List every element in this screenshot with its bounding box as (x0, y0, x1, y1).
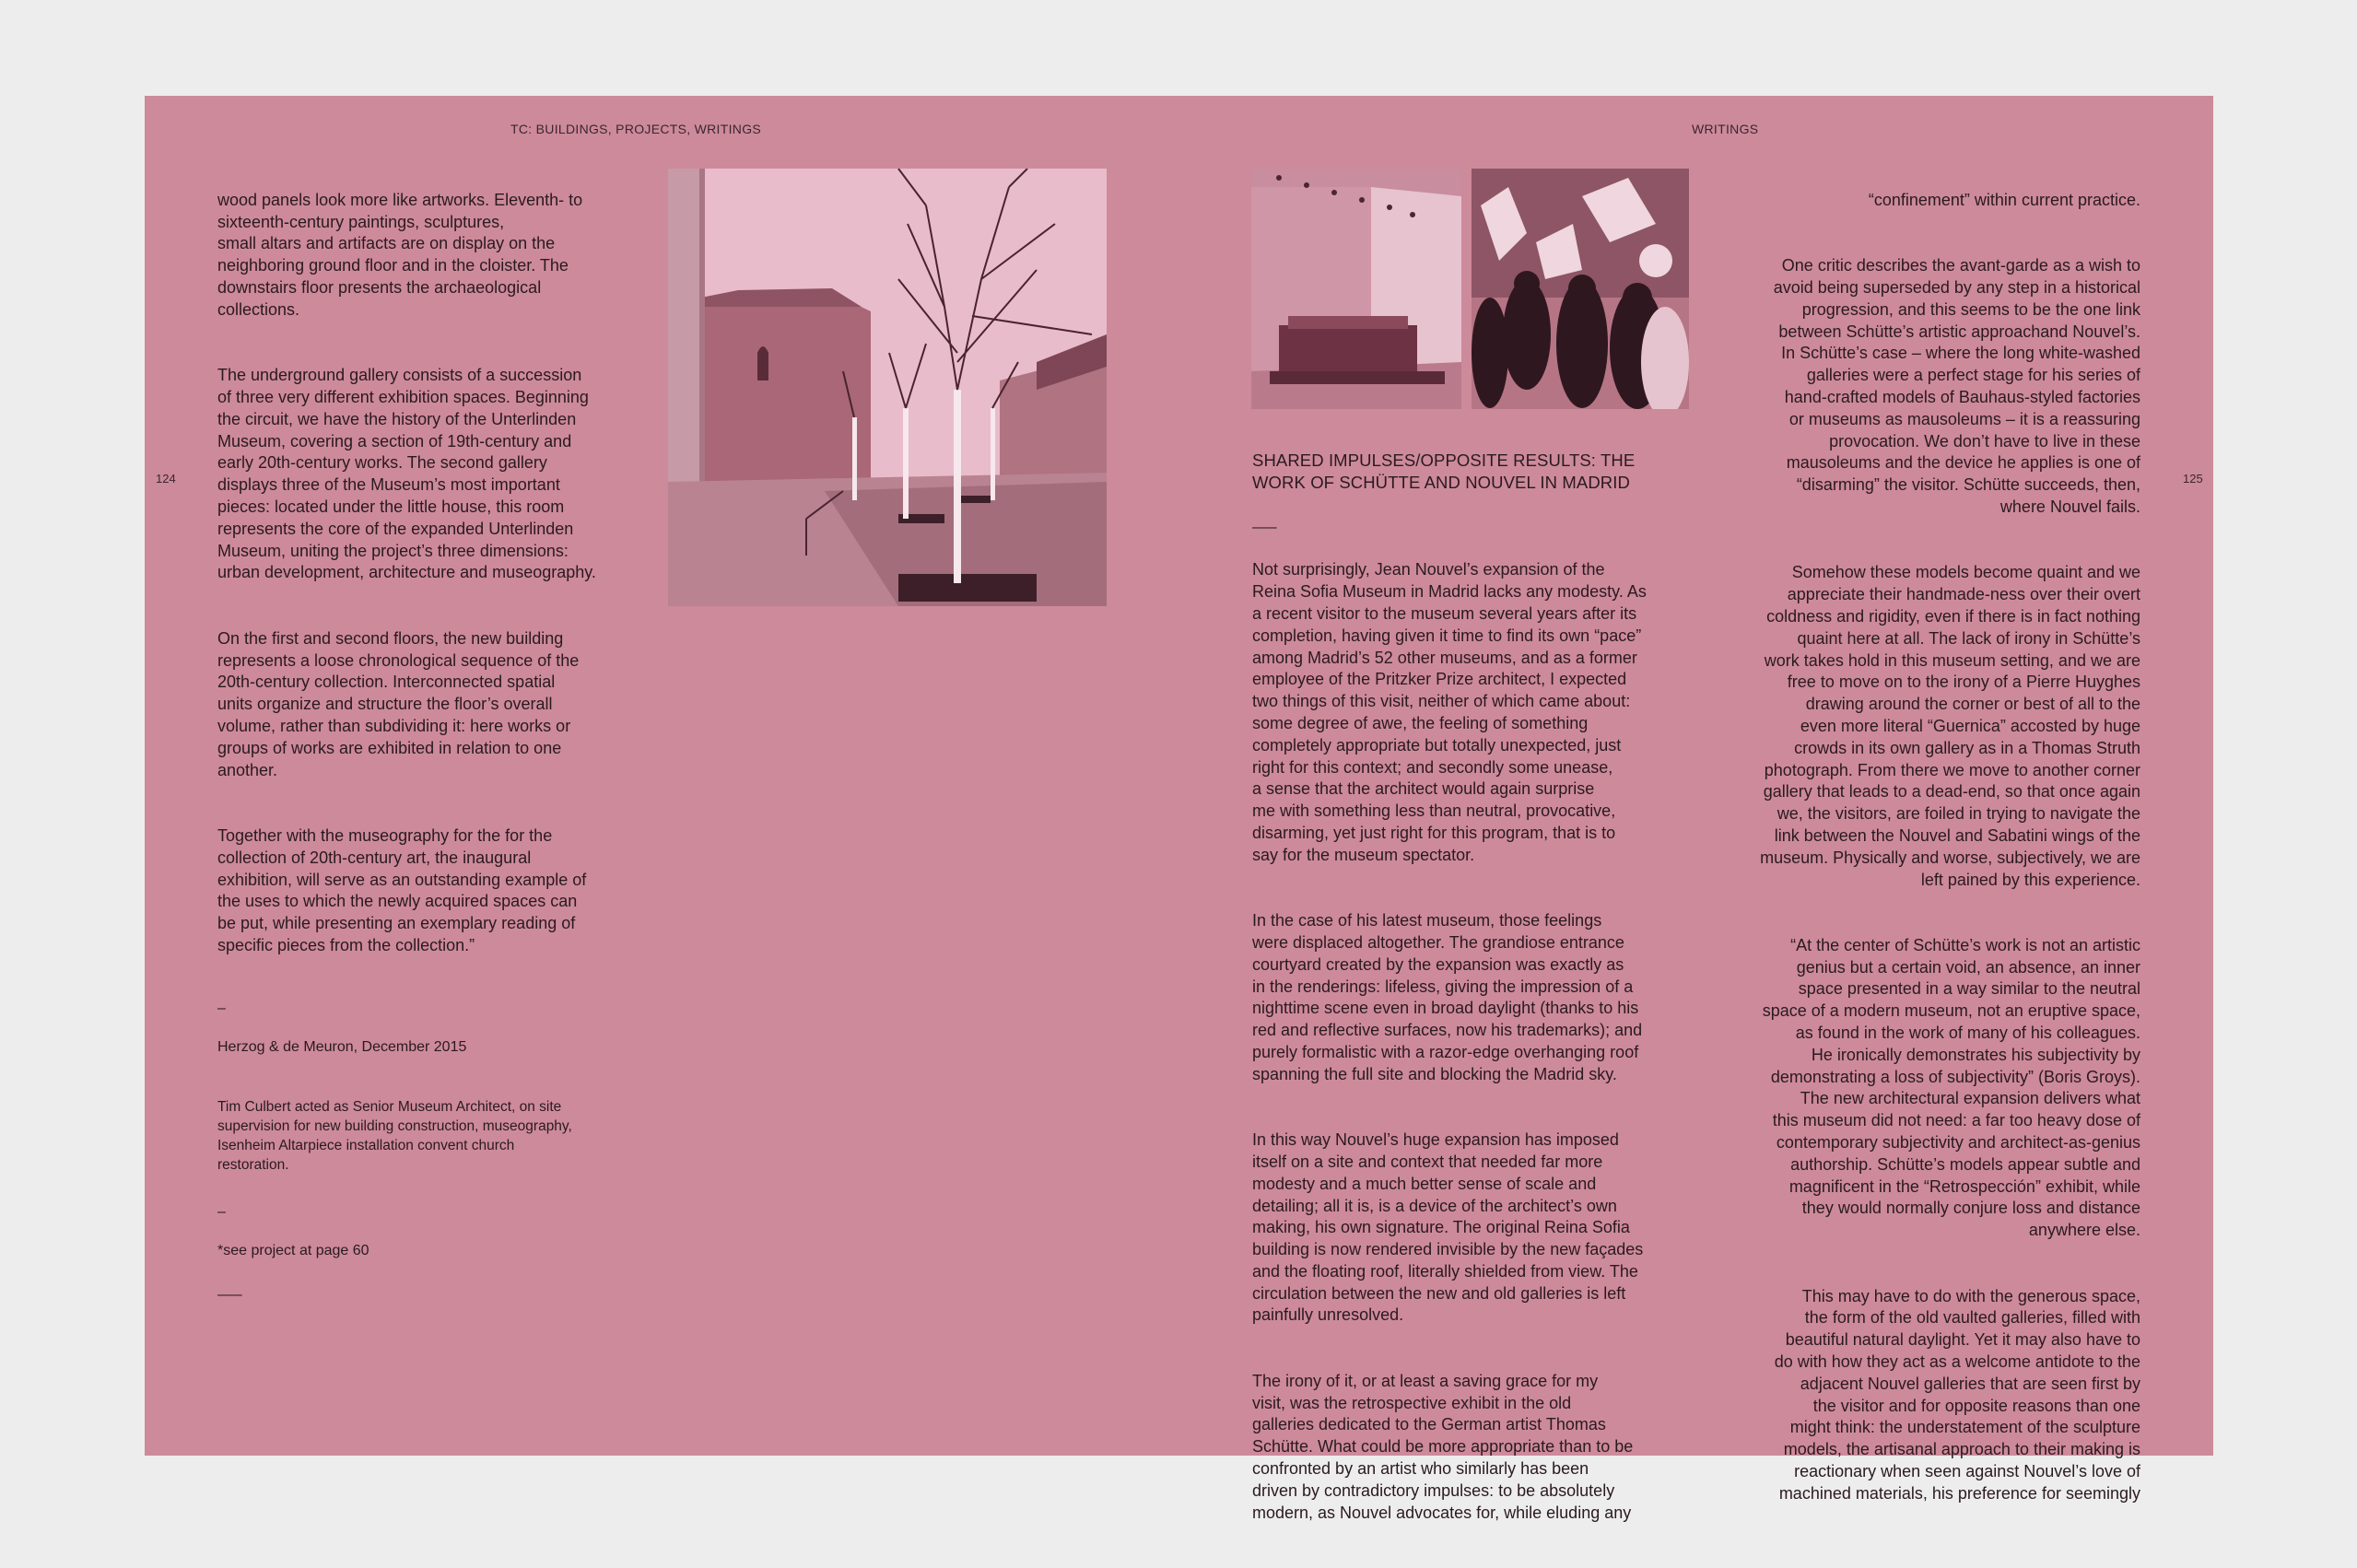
guernica-crowd-photo (1472, 169, 1689, 409)
paragraph: “At the center of Schütte’s work is not an artistic genius but a certain void, an absence, an inner space presented in a way similar to the neutral space of a modern museum, not an eruptive space, as found in the work of many of his colleagues. He ironically demonstrates his subjectivity by demonstrating a loss of subjectivity” (Boris Groys). The new architectural expansion delivers what this museum did not need: a far too heavy dose of contemporary subjectivity and architect-as-genius authorship. Schütte’s models appear subtle and magnificent in the “Retrospección” exhibit, while they would normally conjure loss and distance anywhere else. (1762, 935, 2140, 1240)
signature: Herzog & de Meuron, December 2015 (217, 1039, 467, 1056)
paragraph: Together with the museography for the for the collection of 20th-century art, the inaugural exhibition, will serve as an outstanding example of the uses to which the newly acquired spaces can be put, while presenting an exemplary reading of specific pieces from the collection.” (217, 825, 587, 954)
paragraph: The irony of it, or at least a saving grace for my visit, was the retrospective exhibit in the old galleries dedicated to the German artist Thomas Schütte. What could be more appropriate than to be confronted by an artist who similarly has been driven by contradictory impulses: to be absolutely modern, as Nouvel advocates for, while eluding any (1252, 1371, 1634, 1522)
paragraph: Somehow these models become quaint and we appreciate their handmade-ness over their overt coldness and rigidity, even if there is in fact nothing quaint here at all. The lack of irony in Schütte’s work takes hold in this museum setting, and we are free to move on to the irony of a Pierre Huyghes drawing around the corner or best of all to the even more literal “Guernica” accosted by huge crowds in its own gallery as in a Thomas Struth photograph. From there we move to another corner gallery that leads to a dead-end, so that once again we, the visitors, are foiled in trying to navigate the link between the Nouvel and Sabatini wings of the museum. Physically and worse, subjectively, we are left pained by this experience. (1760, 563, 2140, 889)
paragraph: One critic describes the avant-garde as a wish to avoid being superseded by any step in a historical progression, and this seems to be the one link between Schütte’s artistic approachand Nouvel’s. In Schütte’s case – where the long white-washed galleries were a perfect stage for his series of hand-crafted models of Bauhaus-styled factories or museums as mausoleums – it is a reassuring provocation. We don’t have to live in these mausoleums and the device he applies is one of “disarming” the visitor. Schütte succeeds, then, where Nouvel fails. (1773, 256, 2140, 516)
running-head-right: WRITINGS (1692, 122, 1759, 136)
article-heading: SHARED IMPULSES/OPPOSITE RESULTS: THE WORK OF SCHÜTTE AND NOUVEL IN MADRID (1252, 450, 1636, 492)
crowd-illustration (1472, 169, 1689, 409)
right-page-column-2 (1711, 168, 2140, 1549)
paragraph: wood panels look more like artworks. Eleventh- to sixteenth-century paintings, sculptures, small altars and artifacts are on display on the neighboring ground floor and in the cloister. The downstairs floor presents the archaeological collections. (217, 190, 583, 319)
paragraph: In the case of his latest museum, those feelings were displaced altogether. The grandiose entrance courtyard created by the expansion was exactly as in the renderings: lifeless, giving the impression of a nighttime scene even in broad daylight (thanks to his red and reflective surfaces, now his trademarks); and purely formalistic with a razor-edge overhanging roof spanning the full site and blocking the Madrid sky. (1252, 911, 1643, 1083)
gallery-models-photo (1251, 169, 1461, 409)
paragraph: In this way Nouvel’s huge expansion has imposed itself on a site and context that needed far more modesty and a much better sense of scale and detailing; all it is, is a device of the architect’s own making, his own signature. The original Reina Sofia building is now rendered invisible by the new façades and the floating roof, literally shielded from view. The circulation between the new and old galleries is left painfully unresolved. (1252, 1130, 1644, 1325)
paragraph: “confinement” within current practice. (1868, 190, 2140, 209)
paragraph: This may have to do with the generous space, the form of the old vaulted galleries, filled with beautiful natural daylight. Yet it may also have to do with how they act as a welcome antidote to the adjacent Nouvel galleries that are seen first by the visitor and for opposite reasons than one might think: the understatement of the sculpture models, the artisanal approach to their making is reactionary when seen against Nouvel’s love of machined materials, his preference for seemingly (1774, 1286, 2140, 1503)
paragraph: The underground gallery consists of a succession of three very different exhibition spaces. Beginning the circuit, we have the history of the Unterlinden Museum, covering a section of 19th-century and early 20th-century works. The second gallery displays three of the Museum’s most important pieces: located under the little house, this room represents the core of the expanded Unterlinden Museum, uniting the project’s three dimensions: urban development, architecture and museography. (217, 366, 596, 582)
page-number-left: 124 (156, 472, 176, 486)
book-spread (145, 96, 2213, 1522)
right-page-column-1 (1252, 427, 1694, 1568)
courtyard-illustration (668, 169, 1107, 606)
courtyard-photo (668, 169, 1107, 606)
credit-note: Tim Culbert acted as Senior Museum Architect, on site supervision for new building construction, museography, Isenheim Altarpiece installation convent church restoration. (217, 1099, 572, 1174)
left-page-text-column (217, 168, 641, 1327)
gallery-illustration (1251, 169, 1461, 409)
dash-separator: – (217, 1000, 226, 1017)
paragraph: Not surprisingly, Jean Nouvel’s expansion of the Reina Sofia Museum in Madrid lacks any modesty. As a recent visitor to the museum several years after its completion, having given it time to find its own “pace” among Madrid’s 52 other museums, and as a former employee of the Pritzker Prize architect, I expected two things of this visit, neither of which came about: some degree of awe, the feeling of something completely appropriate but totally unexpected, just right for this context; and secondly some unease, a sense that the architect would again surprise me with something less than neutral, provocative, disarming, yet just right for this program, that is to say for the museum spectator. (1252, 560, 1647, 864)
running-head-left: TC: BUILDINGS, PROJECTS, WRITINGS (510, 122, 762, 136)
end-mark: ––– (217, 1287, 242, 1304)
page-number-right: 125 (2183, 472, 2203, 486)
dash-separator: – (217, 1203, 226, 1220)
heading-mark: ––– (1252, 519, 1277, 535)
see-project-note: *see project at page 60 (217, 1242, 369, 1258)
paragraph: On the first and second floors, the new building represents a loose chronological sequence of the 20th-century collection. Interconnected spatial units organize and structure the floor’s overall volume, rather than subdividing it: here works or groups of works are exhibited in relation to one another. (217, 628, 580, 779)
